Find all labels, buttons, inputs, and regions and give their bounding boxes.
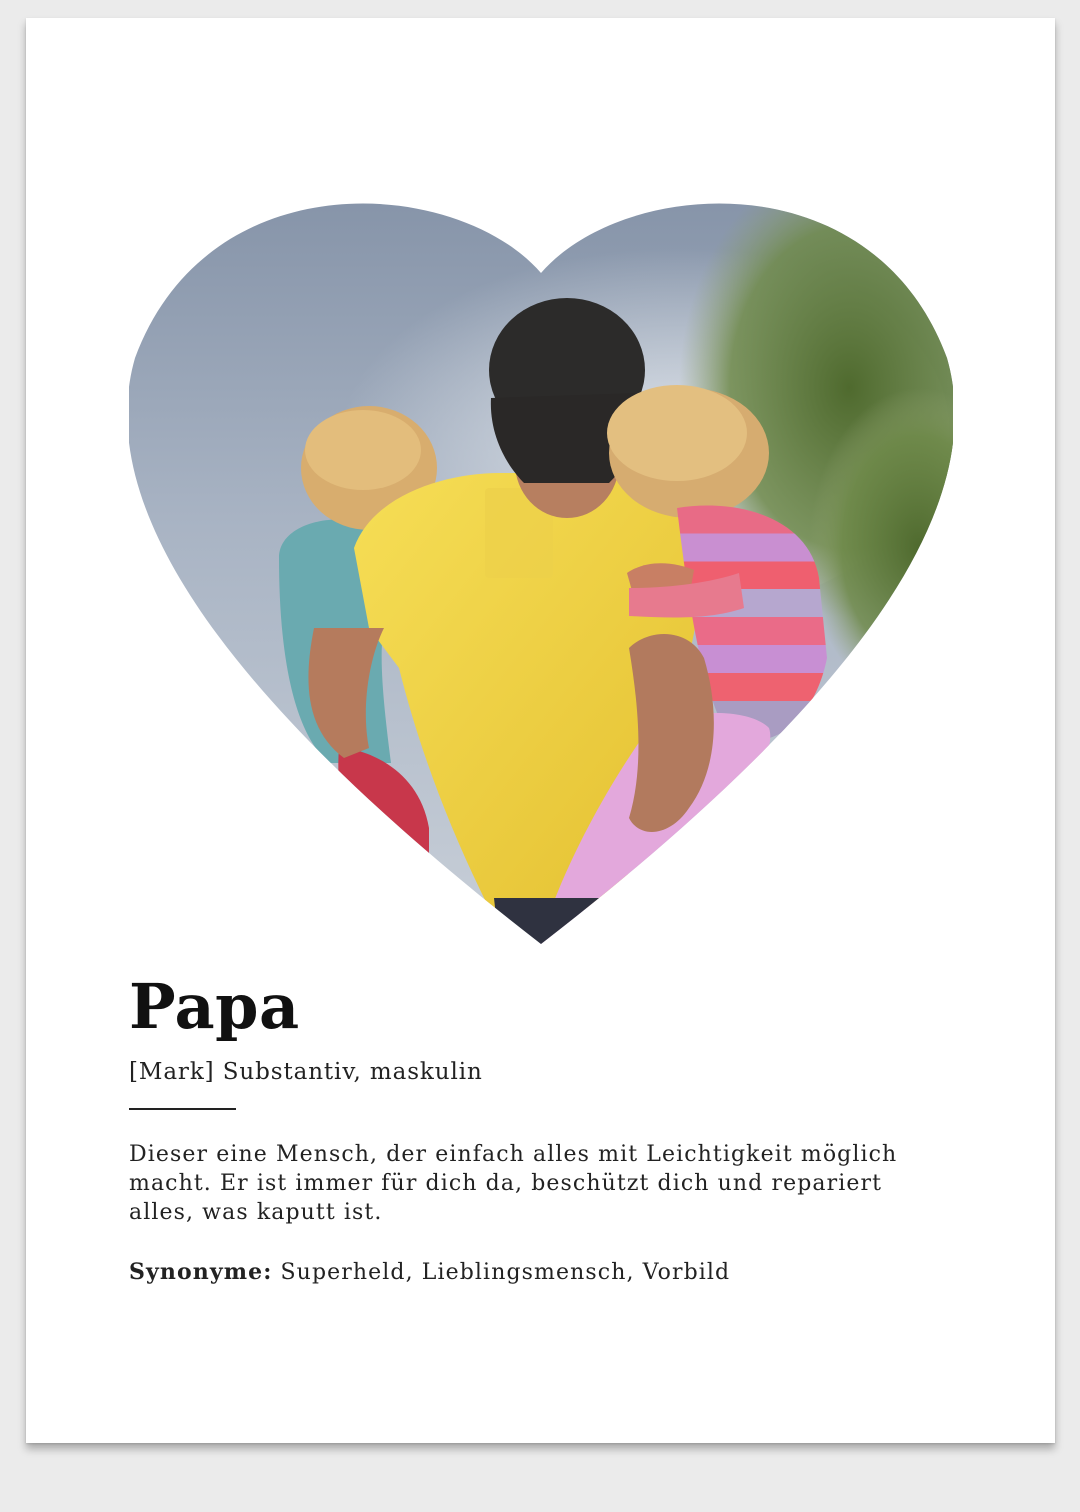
word-grammar-info: [Mark] Substantiv, maskulin	[129, 1059, 483, 1085]
definition-text: Dieser eine Mensch, der einfach alles mit Leichtigkeit möglich macht. Er ist immer für dich da, beschützt dich und repariert alles, was kaputt ist.	[129, 1142, 898, 1225]
divider	[129, 1108, 236, 1110]
synonyms-line	[129, 1258, 730, 1287]
poster	[26, 18, 1055, 1443]
synonyms-label: Synonyme:	[129, 1259, 273, 1285]
page-title: Papa	[129, 970, 300, 1043]
synonyms-value: Superheld, Lieblingsmensch, Vorbild	[272, 1260, 731, 1285]
heart-photo-icon	[129, 188, 953, 944]
